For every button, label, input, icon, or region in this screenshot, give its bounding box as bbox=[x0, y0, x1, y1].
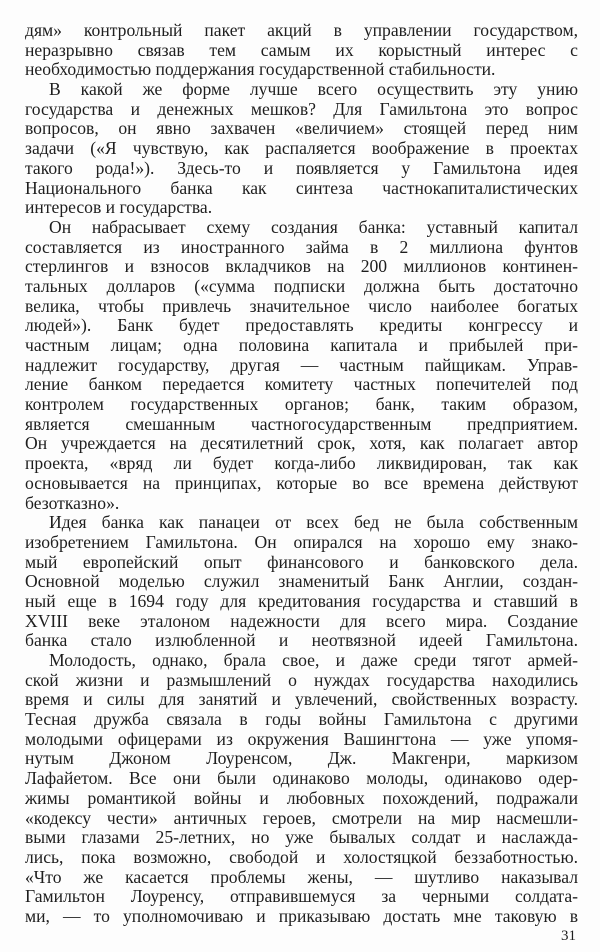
text-line: стерлингов и взносов вкладчиков на 200 миллионов континен- bbox=[25, 256, 578, 277]
text-line: Идея банка как панацеи от всех бед не была собственным bbox=[49, 512, 578, 533]
text-line: людей»). Банк будет предоставлять кредиты конгрессу и bbox=[25, 315, 578, 336]
text-line: интересов и государства. bbox=[25, 197, 213, 218]
text-line: государства и денежных мешков? Для Гамильтона это вопрос bbox=[25, 98, 578, 119]
text-line: В какой же форме лучше всего осуществить эту унию bbox=[49, 79, 578, 100]
text-line: выми глазами 25-летних, но уже бывалых солдат и наслажда- bbox=[25, 827, 578, 848]
text-line: изобретением Гамильтона. Он опирался на хорошо ему знако- bbox=[25, 531, 578, 552]
text-line: лись, пока возможно, свободой и холостяцкой беззаботностью. bbox=[25, 846, 578, 867]
text-line: Он набрасывает схему создания банка: уставный капитал bbox=[49, 216, 578, 237]
text-line: XVIII веке эталоном надежности для всего мира. Создание bbox=[25, 610, 578, 631]
text-line: надлежит государству, другая — частным пайщикам. Управ- bbox=[25, 354, 578, 375]
text-line: велика, чтобы привлечь значительное число наиболее богатых bbox=[25, 295, 578, 316]
text-line: Лафайетом. Все они были одинаково молоды, одинаково одер- bbox=[25, 768, 578, 789]
text-line: Он учреждается на десятилетний срок, хотя, как полагает автор bbox=[25, 433, 578, 454]
text-line: ской жизни и размышлений о нуждах государства находились bbox=[25, 669, 578, 690]
text-line: составляется из иностранного займа в 2 миллиона фунтов bbox=[25, 236, 578, 257]
text-line: «Что же касается проблемы жены, — шутливо наказывал bbox=[25, 866, 578, 887]
text-line: «кодексу чести» античных героев, смотрели на мир насмешли- bbox=[25, 807, 578, 828]
text-line: основывается на принципах, которые во все времена действуют bbox=[25, 472, 578, 493]
text-line: молодыми офицерами из окружения Вашингтона — уже упомя- bbox=[25, 728, 578, 749]
text-line: необходимостью поддержания государственной стабильности. bbox=[25, 59, 496, 80]
text-line: тальных долларов («сумма подписки должна быть достаточно bbox=[25, 275, 578, 296]
text-line: Гамильтон Лоуренсу, отправившемуся за черными солдата- bbox=[25, 886, 578, 907]
text-line: ми, — то уполномочиваю и приказываю достать мне таковую в bbox=[25, 905, 578, 926]
page-body-text bbox=[25, 21, 578, 927]
text-line: банка стало излюбленной и неотвязной идеей Гамильтона. bbox=[25, 630, 578, 651]
text-line: является смешанным частногосударственным предприятием. bbox=[25, 413, 578, 434]
text-line: Молодость, однако, брала свое, и даже среди тягот армей- bbox=[49, 650, 578, 670]
text-line: ный еще в 1694 году для кредитования государства и ставший в bbox=[25, 590, 578, 611]
text-line: дям» контрольный пакет акций в управлении государством, bbox=[25, 20, 578, 40]
page-number: 31 bbox=[561, 928, 576, 944]
text-line: Основной моделью служил знаменитый Банк Англии, создан- bbox=[25, 571, 578, 592]
text-line: частным лицам; одна половина капитала и прибылей при- bbox=[25, 335, 578, 355]
text-line: вопросов, он явно захвачен «величием» стоящей перед ним bbox=[25, 118, 578, 139]
text-line: жимы романтикой войны и любовных похождений, подражали bbox=[25, 787, 578, 808]
text-line: время и силы для занятий и увлечений, свойственных возрасту. bbox=[25, 689, 578, 710]
text-line: неразрывно связав тем самым их корыстный интерес с bbox=[25, 39, 578, 60]
text-line: нутым Джоном Лоуренсом, Дж. Макгенри, маркизом bbox=[25, 748, 578, 769]
text-line: Тесная дружба связала в годы войны Гамильтона с другими bbox=[25, 709, 578, 730]
text-line: безотказно». bbox=[25, 492, 120, 513]
text-line: задачи («Я чувствую, как распаляется воображение в проектах bbox=[25, 138, 578, 159]
text-line: проекта, «вряд ли будет когда-либо ликвидирован, так как bbox=[25, 453, 578, 474]
text-line: ление банком передается комитету частных попечителей под bbox=[25, 374, 578, 395]
text-line: Национального банка как синтеза частнокапиталистических bbox=[25, 177, 578, 198]
text-line: такого рода!»). Здесь-то и появляется у Гамильтона идея bbox=[25, 157, 578, 178]
text-line: мый европейский опыт финансового и банковского дела. bbox=[25, 551, 578, 572]
text-line: контролем государственных органов; банк, таким образом, bbox=[25, 394, 578, 415]
